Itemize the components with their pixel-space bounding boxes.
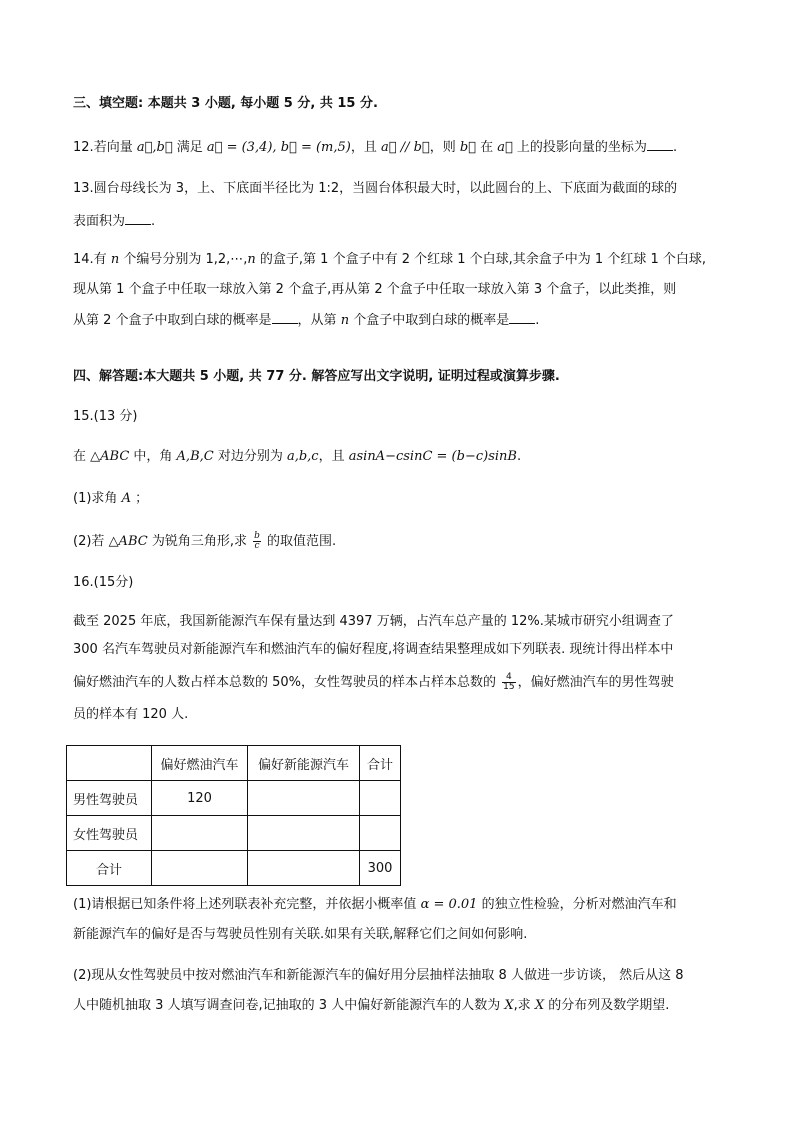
q14-text: 从第 2 个盒子中取到白球的概率是: [73, 313, 272, 328]
answer-blank: [272, 311, 298, 324]
table-row: [67, 781, 401, 816]
table-cell: 300: [360, 851, 401, 886]
table-header-cell: 合计: [360, 746, 401, 781]
question-14-line1: [73, 251, 706, 269]
table-cell: 女性驾驶员: [67, 816, 152, 851]
fraction-b-over-c: [253, 532, 261, 551]
q14-text: ，从第: [297, 313, 341, 328]
answer-blank: [647, 138, 673, 151]
q14-n: n: [247, 252, 256, 267]
q12-a: a⃗: [497, 140, 513, 155]
table-cell: [248, 816, 360, 851]
contingency-table: [66, 745, 401, 886]
q16-text: 的独立性检验，分析对燃油汽车和: [477, 897, 677, 912]
q14-text: 个编号分别为 1,2,⋯,: [119, 252, 248, 267]
question-16-part1-line2: 新能源汽车的偏好是否与驾驶员性别有关联.如果有关联,解释它们之间如何影响.: [73, 927, 528, 942]
table-cell: [360, 781, 401, 816]
question-13-line2: [73, 212, 155, 231]
q15-text: 为锐角三角形,求: [147, 534, 252, 549]
q15-equation: asinA−csinC = (b−c)sinB: [348, 449, 517, 464]
q12-equation: a⃗ = (3,4), b⃗ = (m,5): [206, 140, 351, 155]
q16-text: (1)请根据已知条件将上述列联表补充完整，并依据小概率值: [73, 897, 421, 912]
q16-text: 偏好燃油汽车的人数占样本总数的 50%，女性驾驶员的样本占样本总数的: [73, 675, 501, 690]
table-cell: [248, 851, 360, 886]
fraction-denominator: c: [254, 541, 260, 551]
q15-angles: A,B,C: [176, 449, 214, 464]
table-cell: [248, 781, 360, 816]
question-16-part2-line2: [73, 997, 669, 1015]
table-header-cell: [67, 746, 152, 781]
q12-b: b⃗: [459, 140, 476, 155]
question-14-line3: [73, 311, 539, 330]
q12-vectors: a⃗,b⃗: [136, 140, 173, 155]
question-15-part2: [73, 532, 336, 551]
question-14-line2: 现从第 1 个盒子中任取一球放入第 2 个盒子,再从第 2 个盒子中任取一球放入第 3 个盒子，以此类推，则: [73, 282, 677, 297]
table-header-cell: 偏好燃油汽车: [152, 746, 248, 781]
q12-num: 12.: [73, 140, 94, 155]
q15-text: .: [516, 449, 522, 464]
q12-parallel: a⃗ // b⃗: [381, 140, 430, 155]
table-header-row: [67, 746, 401, 781]
q12-text: ，则: [429, 140, 460, 155]
question-16-line2: 300 名汽车驾驶员对新能源汽车和燃油汽车的偏好程度,将调查结果整理成如下列联表. 现统计得出样本中: [73, 642, 674, 657]
question-12: [73, 138, 677, 157]
table-header-cell: 偏好新能源汽车: [248, 746, 360, 781]
table-row: [67, 816, 401, 851]
fraction-numerator: b: [254, 531, 260, 541]
table-cell: 男性驾驶员: [67, 781, 152, 816]
question-15-part1: [73, 490, 148, 508]
q16-text: ,求: [513, 998, 535, 1013]
q12-text: 上的投影向量的坐标为: [512, 140, 647, 155]
q14-text: 的盒子,第 1 个盒子中有 2 个红球 1 个白球,其余盒子中为 1 个红球 1 个白球,: [255, 252, 706, 267]
q14-text: 14.有: [73, 252, 111, 267]
question-16-heading: 16.(15分): [73, 575, 134, 590]
question-16-line3: [73, 673, 674, 692]
q16-x: X: [534, 998, 545, 1013]
section-3-title: 三、填空题: 本题共 3 小题, 每小题 5 分, 共 15 分.: [73, 96, 378, 111]
q12-text: .: [672, 140, 678, 155]
answer-blank: [509, 311, 535, 324]
q13-text: .: [151, 214, 156, 229]
question-16-line1: 截至 2025 年底，我国新能源汽车保有量达到 4397 万辆，占汽车总产量的 12%.某城市研究小组调查了: [73, 614, 674, 629]
q14-text: .: [535, 313, 540, 328]
question-13-line1: 13.圆台母线长为 3，上、下底面半径比为 1:2，当圆台体积最大时，以此圆台的上、下底面为截面的球的: [73, 181, 678, 196]
question-15-heading: 15.(13 分): [73, 409, 138, 424]
question-16-part2-line1: (2)现从女性驾驶员中按对燃油汽车和新能源汽车的偏好用分层抽样法抽取 8 人做进一步访谈， 然后从这 8: [73, 968, 684, 983]
q13-text: 表面积为: [73, 214, 126, 229]
q15-text: 对边分别为: [213, 449, 287, 464]
question-16-line4: 员的样本有 120 人.: [73, 707, 189, 722]
q12-text: 若向量: [93, 140, 137, 155]
q15-text: (1)求角: [73, 491, 122, 506]
q16-alpha: α = 0.01: [420, 897, 478, 912]
q15-text: ；: [130, 491, 149, 506]
table-cell: [152, 851, 248, 886]
q15-text: 在: [73, 449, 91, 464]
q14-text: 个盒子中取到白球的概率是: [349, 313, 510, 328]
q12-text: 满足: [172, 140, 207, 155]
table-cell: 120: [152, 781, 248, 816]
q12-text: 在: [475, 140, 498, 155]
q15-text: ，且: [318, 449, 349, 464]
answer-blank: [125, 212, 151, 225]
table-cell: [360, 816, 401, 851]
q16-x: X: [504, 998, 514, 1013]
fraction-4-over-15: [502, 673, 515, 692]
q16-text: 人中随机抽取 3 人填写调查问卷,记抽取的 3 人中偏好新能源汽车的人数为: [73, 998, 505, 1013]
q15-triangle: △ABC: [108, 534, 148, 549]
q15-sides: a,b,c: [286, 449, 319, 464]
q16-text: ，偏好燃油汽车的男性驾驶: [517, 675, 674, 690]
table-cell: [152, 816, 248, 851]
question-15-stem: [73, 448, 521, 466]
q15-text: 中，角: [129, 449, 177, 464]
fraction-denominator: 15: [503, 682, 515, 692]
q16-text: 的分布列及数学期望.: [544, 998, 670, 1013]
q15-text: 的取值范围.: [262, 534, 337, 549]
q15-angle-a: A: [121, 491, 131, 506]
q15-triangle: △ABC: [90, 449, 130, 464]
table-row: [67, 851, 401, 886]
q15-text: (2)若: [73, 534, 109, 549]
question-16-part1-line1: [73, 896, 677, 914]
q14-n: n: [110, 252, 120, 267]
section-4-title: 四、解答题:本大题共 5 小题, 共 77 分. 解答应写出文字说明, 证明过程或演算步骤.: [73, 369, 560, 384]
table-cell: 合计: [67, 851, 152, 886]
q12-text: ，且: [350, 140, 381, 155]
fraction-numerator: 4: [502, 673, 515, 683]
q14-n: n: [340, 313, 350, 328]
